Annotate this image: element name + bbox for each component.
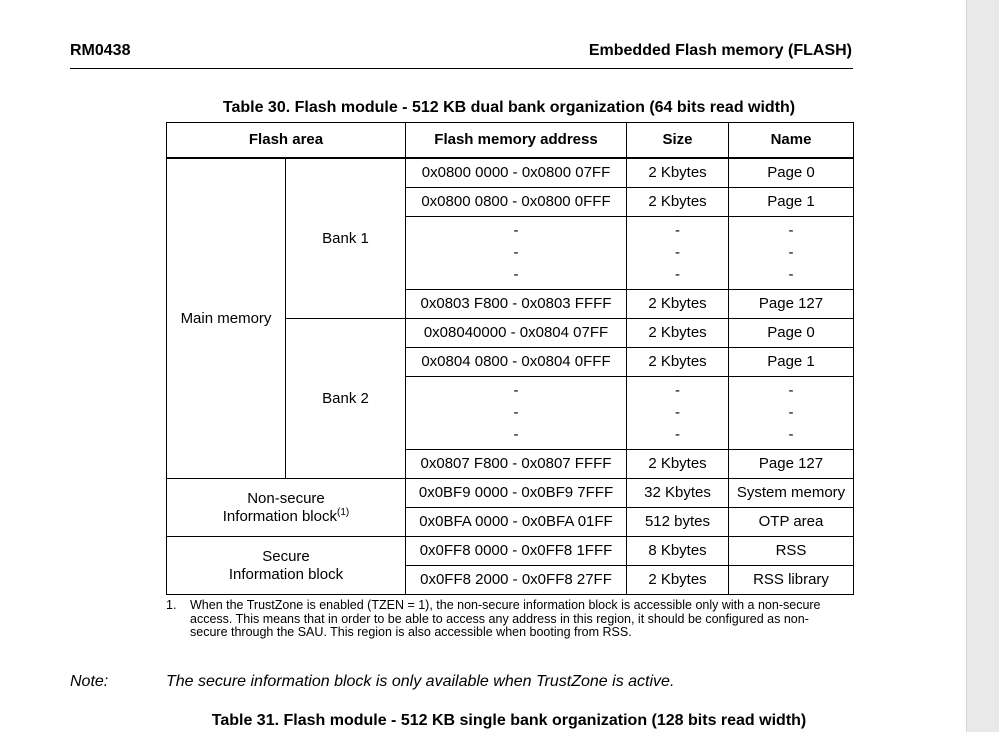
header-divider xyxy=(70,68,853,69)
address-cell: 0x0FF8 0000 - 0x0FF8 1FFF xyxy=(406,537,627,566)
name-cell: Page 1 xyxy=(729,188,854,217)
name-cell: - - - xyxy=(729,217,854,290)
size-cell: 8 Kbytes xyxy=(627,537,729,566)
footnote-number: 1. xyxy=(166,598,177,612)
address-cell: 0x0800 0800 - 0x0800 0FFF xyxy=(406,188,627,217)
name-cell: Page 1 xyxy=(729,348,854,377)
address-cell: 0x08040000 - 0x0804 07FF xyxy=(406,319,627,348)
size-cell: - - - xyxy=(627,217,729,290)
table-row xyxy=(167,158,854,188)
size-cell: 2 Kbytes xyxy=(627,450,729,479)
size-cell: 512 bytes xyxy=(627,508,729,537)
table-row xyxy=(167,479,854,508)
footnote-text: When the TrustZone is enabled (TZEN = 1), the non-secure information block is accessible only with a non-secure access. This means that in order to be able to access any address in this region, it should be configured as non-secure through the SAU. This region is also accessible when booting from RSS. xyxy=(190,598,821,639)
document-id: RM0438 xyxy=(70,42,131,59)
note-label: Note: xyxy=(70,673,109,690)
address-cell: 0x0BF9 0000 - 0x0BF9 7FFF xyxy=(406,479,627,508)
col-header-name: Name xyxy=(729,123,854,159)
size-cell: 2 Kbytes xyxy=(627,290,729,319)
table-30-caption: Table 30. Flash module - 512 KB dual bank organization (64 bits read width) xyxy=(222,99,796,116)
address-cell: 0x0FF8 2000 - 0x0FF8 27FF xyxy=(406,566,627,595)
address-cell: - - - xyxy=(406,377,627,450)
nonsecure-info-block-label: Non-secure Information block$^{(1)}$ xyxy=(167,479,406,537)
address-cell: 0x0803 F800 - 0x0803 FFFF xyxy=(406,290,627,319)
address-cell: 0x0804 0800 - 0x0804 0FFF xyxy=(406,348,627,377)
flash-organization-table xyxy=(166,122,854,595)
col-header-address: Flash memory address xyxy=(406,123,627,159)
size-cell: 2 Kbytes xyxy=(627,158,729,188)
name-cell: RSS xyxy=(729,537,854,566)
main-memory-label: Main memory xyxy=(167,158,286,479)
viewer-scroll-gutter[interactable] xyxy=(966,0,999,732)
name-cell: Page 0 xyxy=(729,158,854,188)
col-header-flash-area: Flash area xyxy=(167,123,406,159)
name-cell: - - - xyxy=(729,377,854,450)
name-cell: OTP area xyxy=(729,508,854,537)
bank2-label: Bank 2 xyxy=(286,319,406,479)
col-header-size: Size xyxy=(627,123,729,159)
section-title: Embedded Flash memory (FLASH) xyxy=(588,42,852,59)
bank1-label: Bank 1 xyxy=(286,158,406,319)
secure-info-block-label: Secure Information block xyxy=(167,537,406,595)
size-cell: 32 Kbytes xyxy=(627,479,729,508)
table-row xyxy=(167,537,854,566)
size-cell: 2 Kbytes xyxy=(627,188,729,217)
table-header-row xyxy=(167,123,854,159)
size-cell: - - - xyxy=(627,377,729,450)
footnote-ref: (1) xyxy=(337,506,350,518)
name-cell: RSS library xyxy=(729,566,854,595)
name-cell: Page 0 xyxy=(729,319,854,348)
name-cell: System memory xyxy=(729,479,854,508)
name-cell: Page 127 xyxy=(729,450,854,479)
note-text: The secure information block is only available when TrustZone is active. xyxy=(166,673,675,690)
address-cell: 0x0BFA 0000 - 0x0BFA 01FF xyxy=(406,508,627,537)
size-cell: 2 Kbytes xyxy=(627,348,729,377)
table-31-caption: Table 31. Flash module - 512 KB single bank organization (128 bits read width) xyxy=(211,712,807,729)
address-cell: 0x0800 0000 - 0x0800 07FF xyxy=(406,158,627,188)
address-cell: - - - xyxy=(406,217,627,290)
name-cell: Page 127 xyxy=(729,290,854,319)
address-cell: 0x0807 F800 - 0x0807 FFFF xyxy=(406,450,627,479)
size-cell: 2 Kbytes xyxy=(627,566,729,595)
size-cell: 2 Kbytes xyxy=(627,319,729,348)
